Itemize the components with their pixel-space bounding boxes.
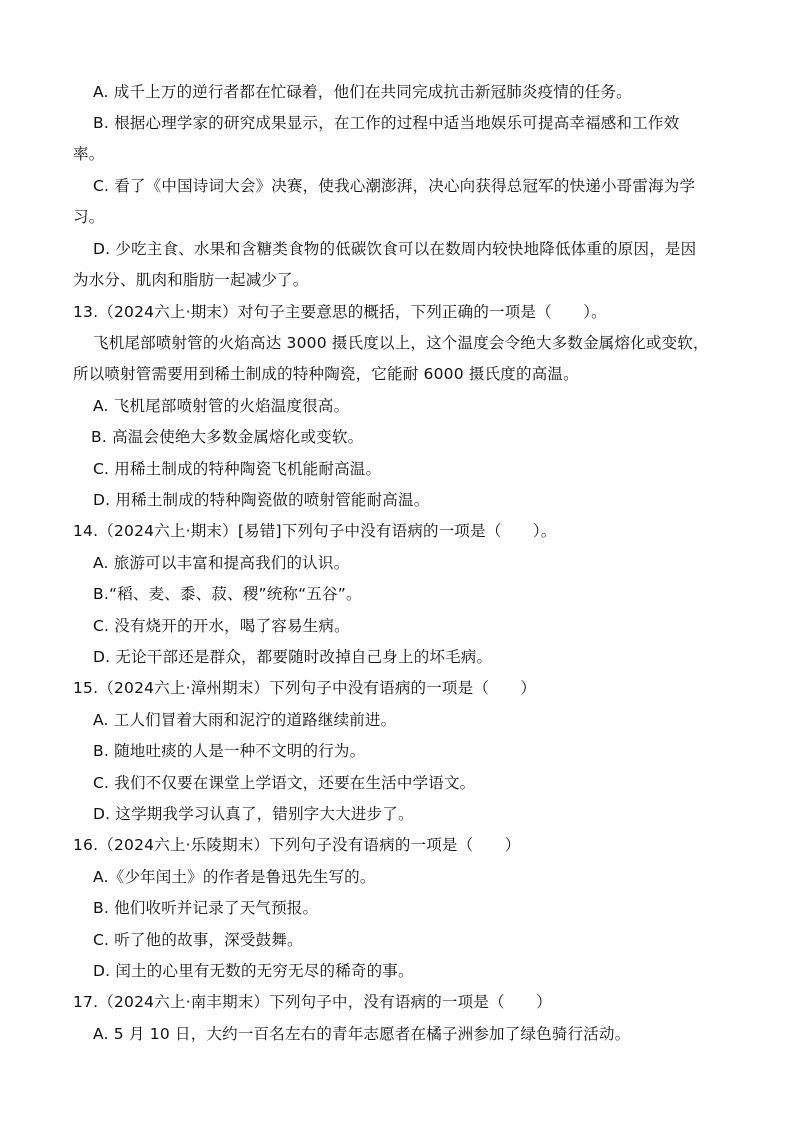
q15-stem: 15.（2024六上·漳州期末）下列句子中没有语病的一项是（ ） bbox=[73, 679, 537, 697]
q12-option-c-line2: 习。 bbox=[73, 208, 105, 226]
q14-option-a: A. 旅游可以丰富和提高我们的认识。 bbox=[93, 554, 350, 572]
q13-option-a: A. 飞机尾部喷射管的火焰温度很高。 bbox=[93, 397, 350, 415]
q13-option-d: D. 用稀土制成的特种陶瓷做的喷射管能耐高温。 bbox=[93, 491, 430, 509]
q16-option-c: C. 听了他的故事，深受鼓舞。 bbox=[93, 931, 303, 949]
q13-passage-line1: 飞机尾部喷射管的火焰高达 3000 摄氏度以上，这个温度会令绝大多数金属熔化或变软， bbox=[93, 334, 709, 352]
q12-option-d-line1: D. 少吃主食、水果和含糖类食物的低碳饮食可以在数周内较快地降低体重的原因，是因 bbox=[93, 240, 697, 258]
q17-stem: 17.（2024六上·南丰期末）下列句子中，没有语病的一项是（ ） bbox=[73, 993, 552, 1011]
q13-option-b: B. 高温会使绝大多数金属熔化或变软。 bbox=[91, 428, 364, 446]
q15-option-a: A. 工人们冒着大雨和泥泞的道路继续前进。 bbox=[93, 711, 397, 729]
q12-option-c-line1: C. 看了《中国诗词大会》决赛，使我心潮澎湃，决心向获得总冠军的快递小哥雷海为学 bbox=[93, 177, 696, 195]
q17-option-a: A. 5 月 10 日，大约一百名左右的青年志愿者在橘子洲参加了绿色骑行活动。 bbox=[93, 1025, 631, 1043]
q14-option-c: C. 没有烧开的开水，喝了容易生病。 bbox=[93, 617, 350, 635]
q12-option-b-line1: B. 根据心理学家的研究成果显示，在工作的过程中适当地娱乐可提高幸福感和工作效 bbox=[93, 114, 680, 132]
q16-option-b: B. 他们收听并记录了天气预报。 bbox=[93, 899, 319, 917]
q12-option-b-line2: 率。 bbox=[73, 145, 105, 163]
q15-option-d: D. 这学期我学习认真了，错别字大大进步了。 bbox=[93, 805, 414, 823]
q12-option-d-line2: 为水分、肌肉和脂肪一起减少了。 bbox=[73, 271, 309, 289]
q16-option-d: D. 闰土的心里有无数的无穷无尽的稀奇的事。 bbox=[93, 962, 414, 980]
q16-stem: 16.（2024六上·乐陵期末）下列句子没有语病的一项是（ ） bbox=[73, 836, 521, 854]
q13-stem: 13.（2024六上·期末）对句子主要意思的概括，下列正确的一项是（ ）。 bbox=[73, 303, 607, 321]
q12-option-a: A. 成千上万的逆行者都在忙碌着，他们在共同完成抗击新冠肺炎疫情的任务。 bbox=[93, 83, 632, 101]
q14-option-b: B.“稻、麦、黍、菽、稷”统称“五谷”。 bbox=[93, 585, 362, 603]
q14-stem: 14.（2024六上·期末）[易错]下列句子中没有语病的一项是（ ）。 bbox=[73, 522, 557, 540]
q13-option-c: C. 用稀土制成的特种陶瓷飞机能耐高温。 bbox=[93, 460, 382, 478]
q13-passage-line2: 所以喷射管需要用到稀土制成的特种陶瓷，它能耐 6000 摄氏度的高温。 bbox=[73, 365, 579, 383]
q15-option-b: B. 随地吐痰的人是一种不文明的行为。 bbox=[93, 742, 366, 760]
q16-option-a: A.《少年闰土》的作者是鲁迅先生写的。 bbox=[93, 868, 376, 886]
q15-option-c: C. 我们不仅要在课堂上学语文，还要在生活中学语文。 bbox=[93, 774, 476, 792]
q14-option-d: D. 无论干部还是群众，都要随时改掉自己身上的坏毛病。 bbox=[93, 648, 493, 666]
